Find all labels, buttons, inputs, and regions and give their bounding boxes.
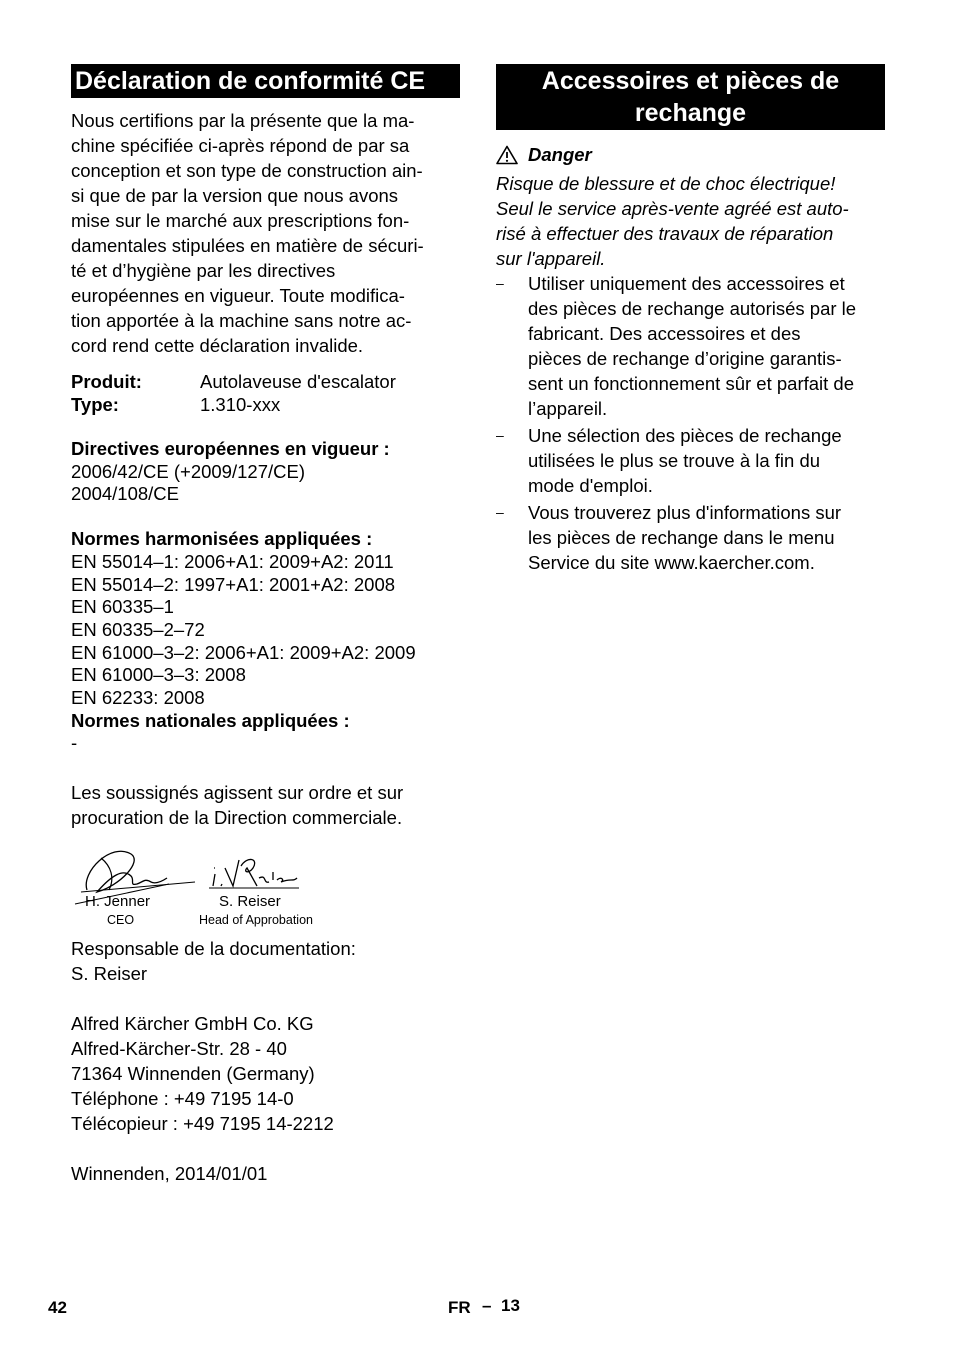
product-label: Produit: — [71, 371, 142, 392]
list-item: – Utiliser uniquement des accessoires et des pièces de rechange autorisés par le fabricant. Des accessoires et des pièces de rechange d’origine garantis- sent un fonctionnement sûr et parfait de l’appareil. — [496, 273, 857, 419]
list-dash: – — [496, 427, 504, 443]
signature-name-jenner: H. Jenner — [85, 893, 151, 911]
type-value: 1.310-xxx — [200, 394, 281, 415]
intro-paragraph: Nous certifions par la présente que la ma- chine spécifiée ci-après répond de par sa conception et son type de construction ain- si que de par la version que nous avons mise sur le marché aux prescriptions fon- damentales stipulées en matière de sécuri- té et d’hygiène par les directives européennes en vigueur. Toute modifica- tion apportée à la machine sans notre ac- cord rend cette déclaration invalide. — [71, 110, 424, 356]
signature-name-reiser: S. Reiser — [219, 893, 281, 911]
heading-accessories: Accessoires et pièces de rechange — [496, 64, 885, 130]
type-label: Type: — [71, 394, 119, 415]
warning-triangle-icon — [496, 145, 518, 165]
footer-dash: – — [482, 1296, 492, 1315]
signature-role-reiser: Head of Approbation — [199, 913, 313, 928]
signature-role-jenner: CEO — [107, 913, 135, 928]
harmonized-header: Normes harmonisées appliquées : — [71, 528, 373, 550]
heading-declaration: Déclaration de conformité CE — [71, 64, 460, 98]
norm-item: EN 62233: 2008 — [71, 687, 205, 709]
directive-item: 2004/108/CE — [71, 483, 180, 505]
norm-item: EN 61000–3–3: 2008 — [71, 664, 246, 686]
national-value: - — [71, 732, 78, 754]
left-column — [71, 64, 460, 1186]
list-item: – Une sélection des pièces de rechange utilisées le plus se trouve à la fin du mode d'emploi. — [496, 425, 842, 496]
product-row — [71, 370, 460, 393]
right-column — [496, 64, 885, 577]
footer-section-page: 13 — [501, 1296, 520, 1315]
norm-item: EN 61000–3–2: 2006+A1: 2009+A2: 2009 — [71, 641, 416, 663]
documentation-responsible: Responsable de la documentation: S. Reiser — [71, 938, 356, 985]
company-address: Alfred Kärcher GmbH Co. KG Alfred-Kärcher-Str. 28 - 40 71364 Winnenden (Germany) Téléphone : +49 7195 14-0 Télécopieur : +49 7195 14-2212 — [71, 1013, 334, 1135]
list-dash: – — [496, 275, 504, 291]
place-date: Winnenden, 2014/01/01 — [71, 1163, 268, 1185]
harmonized-block — [71, 528, 460, 755]
directive-item: 2006/42/CE (+2009/127/CE) — [71, 460, 305, 482]
page-number: 42 — [48, 1298, 67, 1317]
accessories-list — [496, 271, 885, 575]
list-dash: – — [496, 504, 504, 520]
directives-block — [71, 438, 460, 506]
norm-item: EN 60335–2–72 — [71, 618, 205, 640]
danger-text: Risque de blessure et de choc électrique! Seul le service après-vente agréé est auto- risé à effectuer des travaux de réparation sur l'appareil. — [496, 173, 849, 269]
list-item: – Vous trouverez plus d'informations sur les pièces de rechange dans le menu Service du site www.kaercher.com. — [496, 502, 842, 573]
danger-label: Danger — [528, 144, 592, 165]
directives-header: Directives européennes en vigueur : — [71, 438, 390, 459]
type-row — [71, 393, 460, 416]
footer-language: FR — [448, 1298, 471, 1317]
danger-heading — [496, 142, 885, 167]
norm-item: EN 55014–1: 2006+A1: 2009+A2: 2011 — [71, 550, 394, 572]
national-header: Normes nationales appliquées : — [71, 709, 350, 731]
norm-item: EN 60335–1 — [71, 596, 174, 618]
norm-item: EN 55014–2: 1997+A1: 2001+A2: 2008 — [71, 573, 396, 595]
signature-area — [71, 846, 460, 934]
product-value: Autolaveuse d'escalator — [200, 371, 396, 392]
product-info — [71, 370, 460, 416]
undersigned-paragraph: Les soussignés agissent sur ordre et sur procuration de la Direction commerciale. — [71, 782, 404, 829]
